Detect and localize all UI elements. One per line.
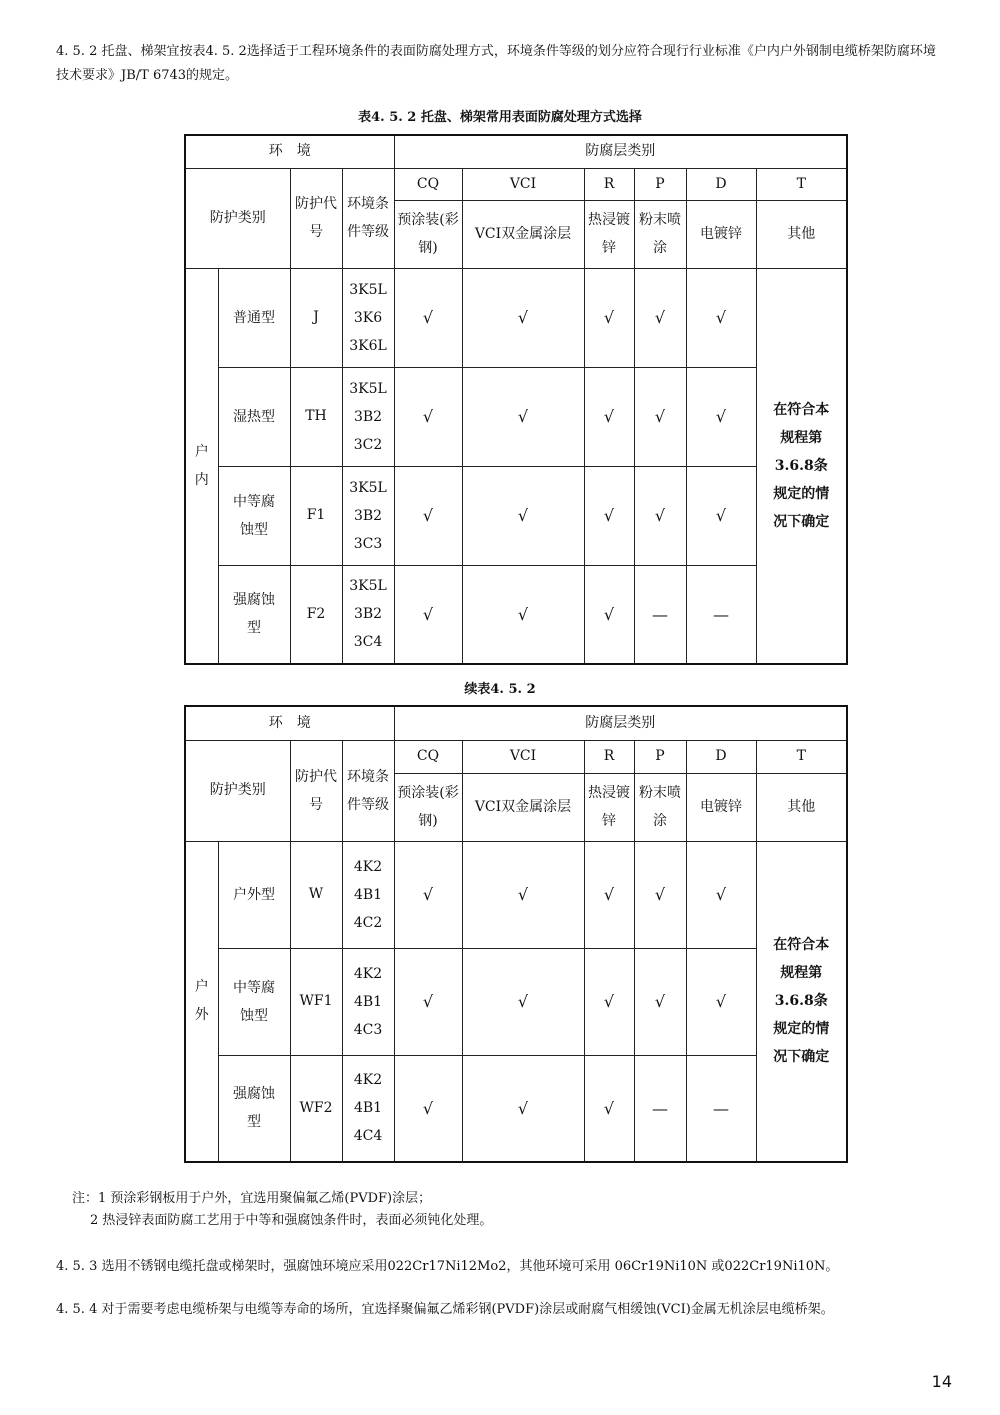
coating-mark: √ — [462, 367, 584, 466]
protection-code: F1 — [290, 466, 342, 565]
env-grade-header: 环境条件等级 — [342, 168, 394, 268]
coating-name-3: 粉末喷涂 — [634, 200, 686, 268]
coating-code-1: VCI — [462, 740, 584, 773]
coating-name-1: VCI双金属涂层 — [462, 773, 584, 841]
env-header: 环 境 — [185, 135, 394, 168]
coating-mark: √ — [634, 367, 686, 466]
protection-class-header: 防护类别 — [185, 168, 290, 268]
coating-code-0: CQ — [394, 740, 462, 773]
paragraph-4-5-4: 4. 5. 4 对于需要考虑电缆桥架与电缆等寿命的场所，宜选择聚偏氟乙烯彩钢(PVDF)涂层或耐腐气相缓蚀(VCI)金属无机涂层电缆桥架。 — [56, 1302, 834, 1317]
env-grade: 4K2 — [353, 858, 383, 875]
table-note-1: 注：1 预涂彩钢板用于户外，宜选用聚偏氟乙烯(PVDF)涂层； — [72, 1191, 432, 1206]
env-header: 环 境 — [185, 706, 394, 740]
coating-types-header: 防腐层类别 — [394, 706, 847, 740]
coating-code-3: P — [634, 168, 686, 200]
env-grades — [342, 948, 394, 1055]
protection-code: F2 — [290, 565, 342, 664]
coating-mark: √ — [634, 948, 686, 1055]
coating-name-2: 热浸镀锌 — [584, 200, 634, 268]
coating-mark: √ — [584, 841, 634, 948]
paragraph-4-5-2: 4. 5. 2 托盘、梯架宜按表4. 5. 2选择适于工程环境条件的表面防腐处理方式，环境条件等级的划分应符合现行行业标准《户内户外钢制电缆桥架防腐环境技术要求》JB/T 6743的规定。 — [56, 44, 936, 83]
env-grades — [342, 367, 394, 466]
coating-types-header: 防腐层类别 — [394, 135, 847, 168]
location-group: 户外 — [185, 841, 218, 1162]
coating-name-4: 电镀锌 — [686, 200, 756, 268]
coating-name-4: 电镀锌 — [686, 773, 756, 841]
env-grade: 4C2 — [353, 914, 383, 931]
env-grade-header: 环境条件等级 — [342, 740, 394, 841]
coating-mark: √ — [584, 367, 634, 466]
other-method-note: 在符合本规程第3.6.8条规定的情况下确定 — [756, 268, 847, 664]
env-grade: 3K6 — [353, 309, 383, 326]
env-grade: 3K5L — [349, 281, 387, 298]
coating-mark: — — [686, 565, 756, 664]
coating-mark: √ — [462, 466, 584, 565]
table-continuation-caption: 续表4. 5. 2 — [464, 682, 536, 697]
coating-code-5: T — [756, 740, 847, 773]
coating-mark: √ — [584, 948, 634, 1055]
env-grade: 4K2 — [353, 965, 383, 982]
coating-mark: √ — [394, 367, 462, 466]
coating-mark: √ — [394, 948, 462, 1055]
table-note-2: 2 热浸锌表面防腐工艺用于中等和强腐蚀条件时，表面必须钝化处理。 — [90, 1213, 493, 1228]
env-grade: 3C2 — [353, 436, 383, 453]
env-grade: 4C4 — [353, 1128, 383, 1145]
coating-mark: √ — [584, 565, 634, 664]
protection-type: 中等腐蚀型 — [218, 466, 290, 565]
coating-mark: √ — [462, 841, 584, 948]
other-method-note: 在符合本规程第3.6.8条规定的情况下确定 — [756, 841, 847, 1162]
env-grade: 3K5L — [349, 479, 387, 496]
coating-code-2: R — [584, 740, 634, 773]
protection-type: 强腐蚀型 — [218, 565, 290, 664]
protection-code: W — [290, 841, 342, 948]
env-grade: 4B1 — [353, 993, 383, 1010]
coating-mark: √ — [634, 841, 686, 948]
env-grade: 3K6L — [349, 337, 387, 354]
coating-mark: — — [634, 1055, 686, 1162]
coating-mark: √ — [584, 1055, 634, 1162]
coating-mark: √ — [686, 268, 756, 367]
protection-code-header: 防护代号 — [290, 168, 342, 268]
env-grades — [342, 466, 394, 565]
coating-table-outdoor — [184, 705, 848, 1163]
coating-mark: √ — [686, 841, 756, 948]
protection-code: WF2 — [290, 1055, 342, 1162]
coating-name-0: 预涂装(彩钢) — [394, 773, 462, 841]
coating-mark: √ — [394, 268, 462, 367]
env-grades — [342, 1055, 394, 1162]
env-grade: 3C3 — [353, 535, 383, 552]
coating-mark: √ — [584, 268, 634, 367]
coating-name-3: 粉末喷涂 — [634, 773, 686, 841]
coating-mark: √ — [394, 841, 462, 948]
protection-code: TH — [290, 367, 342, 466]
protection-code-header: 防护代号 — [290, 740, 342, 841]
coating-mark: √ — [634, 268, 686, 367]
coating-name-1: VCI双金属涂层 — [462, 200, 584, 268]
env-grade: 3C4 — [353, 634, 383, 651]
coating-name-5: 其他 — [756, 773, 847, 841]
coating-mark: √ — [462, 268, 584, 367]
coating-code-3: P — [634, 740, 686, 773]
protection-type: 湿热型 — [218, 367, 290, 466]
coating-mark: √ — [686, 367, 756, 466]
env-grade: 4K2 — [353, 1072, 383, 1089]
coating-mark: √ — [634, 466, 686, 565]
coating-table-indoor — [184, 134, 848, 665]
location-group: 户内 — [185, 268, 218, 664]
coating-code-1: VCI — [462, 168, 584, 200]
page-number: 14 — [931, 1372, 952, 1391]
env-grade: 3K5L — [349, 380, 387, 397]
paragraph-4-5-3: 4. 5. 3 选用不锈钢电缆托盘或梯架时，强腐蚀环境应采用022Cr17Ni12Mo2，其他环境可采用 06Cr19Ni10N 或022Cr19Ni10N。 — [56, 1259, 839, 1274]
table-caption: 表4. 5. 2 托盘、梯架常用表面防腐处理方式选择 — [358, 110, 642, 125]
env-grade: 4B1 — [353, 1100, 383, 1117]
protection-type: 户外型 — [218, 841, 290, 948]
coating-code-4: D — [686, 168, 756, 200]
protection-type: 中等腐蚀型 — [218, 948, 290, 1055]
coating-name-5: 其他 — [756, 200, 847, 268]
coating-mark: √ — [462, 1055, 584, 1162]
env-grade: 3K5L — [349, 578, 387, 595]
env-grade: 3B2 — [353, 606, 383, 623]
protection-type: 强腐蚀型 — [218, 1055, 290, 1162]
protection-type: 普通型 — [218, 268, 290, 367]
coating-mark: — — [634, 565, 686, 664]
coating-code-4: D — [686, 740, 756, 773]
coating-mark: √ — [584, 466, 634, 565]
env-grades — [342, 268, 394, 367]
coating-code-2: R — [584, 168, 634, 200]
coating-mark: √ — [462, 948, 584, 1055]
protection-class-header: 防护类别 — [185, 740, 290, 841]
coating-code-5: T — [756, 168, 847, 200]
coating-mark: √ — [394, 1055, 462, 1162]
coating-mark: — — [686, 1055, 756, 1162]
protection-code: J — [290, 268, 342, 367]
coating-name-2: 热浸镀锌 — [584, 773, 634, 841]
coating-mark: √ — [686, 948, 756, 1055]
env-grades — [342, 841, 394, 948]
env-grade: 4B1 — [353, 886, 383, 903]
env-grade: 3B2 — [353, 408, 383, 425]
coating-mark: √ — [394, 565, 462, 664]
protection-code: WF1 — [290, 948, 342, 1055]
coating-mark: √ — [686, 466, 756, 565]
coating-mark: √ — [394, 466, 462, 565]
coating-mark: √ — [462, 565, 584, 664]
env-grade: 3B2 — [353, 507, 383, 524]
coating-code-0: CQ — [394, 168, 462, 200]
coating-name-0: 预涂装(彩钢) — [394, 200, 462, 268]
env-grades — [342, 565, 394, 664]
env-grade: 4C3 — [353, 1021, 383, 1038]
